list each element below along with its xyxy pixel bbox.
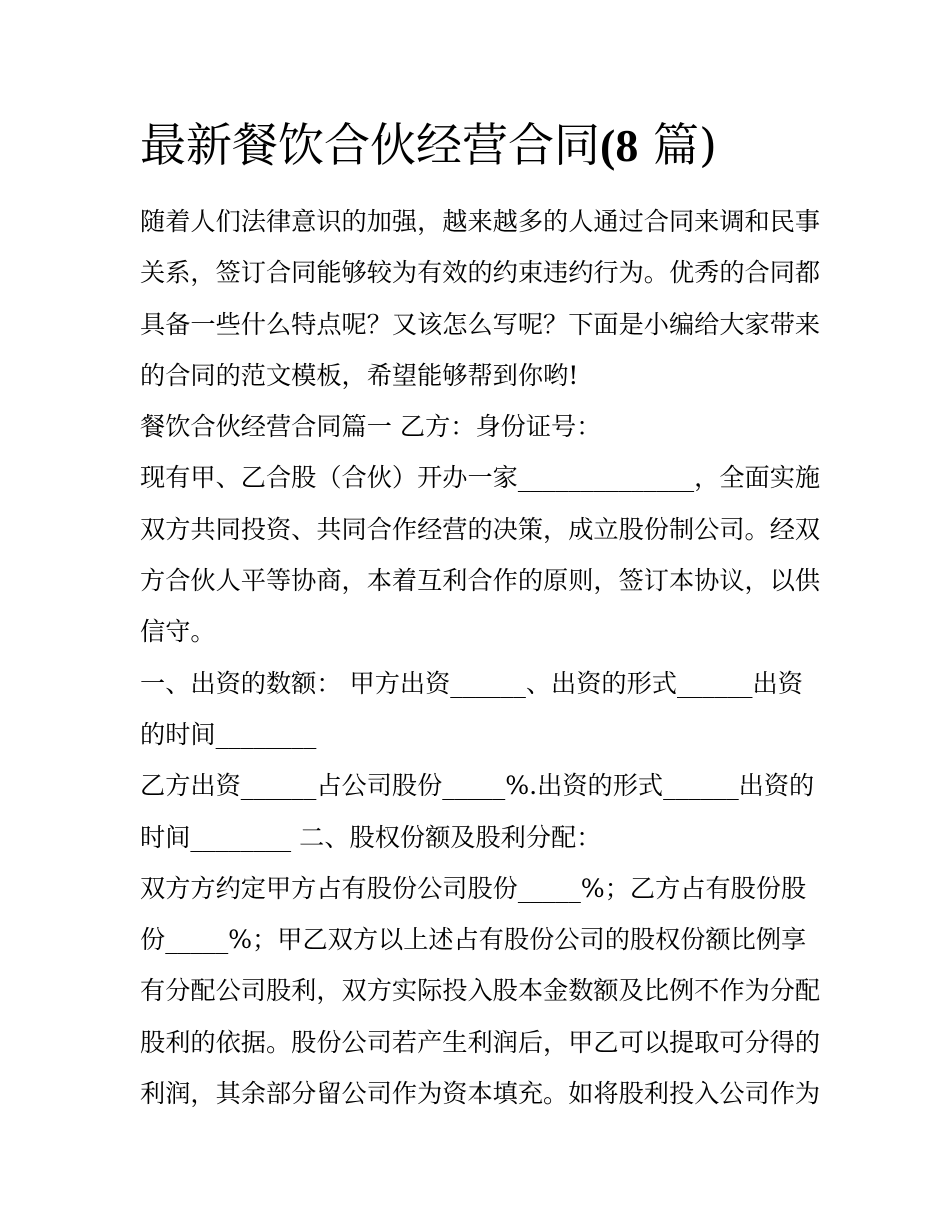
clause-line: 乙方出资______占公司股份_____%.出资的形式______出资的 <box>140 771 815 801</box>
clause-line: 利润，其余部分留公司作为资本填充。如将股利投入公司作为 <box>140 1079 821 1109</box>
clause-line: 股利的依据。股份公司若产生利润后，甲乙可以提取可分得的 <box>140 1027 821 1057</box>
document-body <box>140 196 820 1119</box>
clause-line: 时间________ 二、股权份额及股利分配： <box>140 822 602 852</box>
clause-line: 双方方约定甲方占有股份公司股份_____%；乙方占有股份股 <box>140 873 807 903</box>
body-line: 现有甲、乙合股（合伙）开办一家______________，全面实施 <box>140 463 821 493</box>
clause-line: 的时间________ <box>140 719 317 749</box>
body-line: 具备一些什么特点呢？又该怎么写呢？下面是小编给大家带来 <box>140 309 821 339</box>
clause-line: 份_____%；甲乙双方以上述占有股份公司的股权份额比例享 <box>140 925 807 955</box>
body-line: 关系，签订合同能够较为有效的约束违约行为。优秀的合同都 <box>140 258 821 288</box>
title-end: 篇) <box>652 118 717 172</box>
clause-line: 有分配公司股利，双方实际投入股本金数额及比例不作为分配 <box>140 976 821 1006</box>
body-line: 信守。 <box>140 617 216 647</box>
page-title <box>140 112 840 179</box>
clause-line: 一、出资的数额： 甲方出资______、出资的形式______出资 <box>140 668 803 698</box>
body-line: 随着人们法律意识的加强，越来越多的人通过合同来调和民事 <box>140 207 821 236</box>
section-heading-line: 餐饮合伙经营合同篇一 乙方：身份证号： <box>140 412 602 442</box>
body-line: 双方共同投资、共同合作经营的决策，成立股份制公司。经双 <box>140 514 821 544</box>
title-count: (8 <box>600 120 639 171</box>
title-main: 最新餐饮合伙经营合同 <box>140 118 600 172</box>
body-line: 方合伙人平等协商，本着互利合作的原则，签订本协议，以供 <box>140 566 821 596</box>
body-line: 的合同的范文模板，希望能够帮到你哟! <box>140 360 579 390</box>
